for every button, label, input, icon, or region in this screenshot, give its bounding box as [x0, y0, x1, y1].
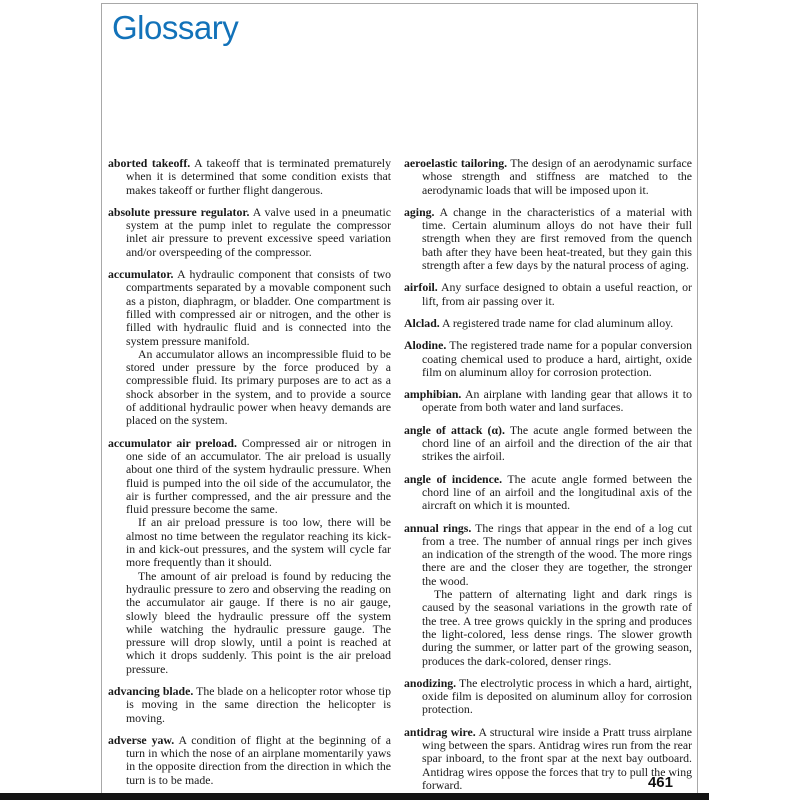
glossary-entry [404, 473, 692, 513]
glossary-entry [404, 281, 692, 308]
glossary-term: Alclad. [404, 315, 440, 330]
glossary-term: angle of incidence. [404, 471, 503, 486]
entry-definition: accumulator. A hydraulic component that consists of two compartments separated by a movable component such as a piston, diaphragm, or bladder. One compartment is filled with compressed air or nitrogen, and the other is filled with hydraulic fluid and is connected into the system pressure manifold. [108, 267, 391, 348]
glossary-entry [404, 339, 692, 379]
glossary-term: amphibian. [404, 387, 462, 402]
entry-definition: airfoil. Any surface designed to obtain a useful reaction, or lift, from air passing over it. [404, 280, 692, 308]
glossary-entry [404, 206, 692, 272]
glossary-term: Alodine. [404, 338, 447, 353]
glossary-entry [108, 206, 391, 259]
glossary-term: airfoil. [404, 280, 438, 295]
glossary-term: angle of attack (α). [404, 422, 505, 437]
glossary-term: accumulator air preload. [108, 435, 237, 450]
glossary-term: antidrag wire. [404, 724, 476, 739]
glossary-entry [108, 685, 391, 725]
glossary-entry [404, 677, 692, 717]
entry-definition: absolute pressure regulator. A valve used in a pneumatic system at the pump inlet to regulate the compressor inlet air pressure to prevent excessive speed variation and/or overspeeding of the compressor. [108, 204, 391, 259]
entry-definition: antidrag wire. A structural wire inside a Pratt truss airplane wing between the spars. Antidrag wires run from the rear spar inboard, to the front spar at the next bay outboard. Antidrag wires oppose the forces that try to pull the wing forward. [404, 724, 692, 792]
glossary-entry [108, 268, 391, 428]
glossary-entry [108, 437, 391, 676]
glossary-term: absolute pressure regulator. [108, 204, 250, 219]
glossary-term: annual rings. [404, 520, 472, 535]
entry-paragraph: An accumulator allows an incompressible fluid to be stored under pressure by the force produced by a compressible fluid. Its primary purposes are to act as a shock absorber in the system, and to provide a source of additional hydraulic power when heavy demands are placed on the system. [126, 346, 391, 428]
entry-definition: advancing blade. The blade on a helicopter rotor whose tip is moving in the same direction the helicopter is moving. [108, 683, 391, 725]
glossary-content [108, 157, 692, 800]
glossary-entry [108, 157, 391, 197]
entry-definition: Alclad. A registered trade name for clad aluminum alloy. [404, 315, 674, 330]
entry-paragraph: The amount of air preload is found by reducing the hydraulic pressure to zero and observing the reading on the accumulator air gauge. If there is no air gauge, slowly bleed the hydraulic pressure off the system while watching the hydraulic pressure gauge. The pressure will drop slowly, until a point is reached at which it drops suddenly. This point is the air preload pressure. [126, 568, 391, 676]
glossary-entry [404, 388, 692, 415]
entry-definition: aging. A change in the characteristics of a material with time. Certain aluminum alloys do not have their full strength when they are first removed from the quench bath after they have been heat-treated, but they gain this strength after a few days by the natural process of aging. [404, 204, 692, 273]
glossary-entry [404, 522, 692, 668]
entry-definition: annual rings. The rings that appear in the end of a log cut from a tree. The number of annual rings per inch gives an indication of the strength of the wood. The more rings there are and the closer they are together, the stronger the wood. [404, 520, 692, 588]
entry-definition: aborted takeoff. A takeoff that is terminated prematurely when it is determined that some condition exists that makes takeoff or further flight dangerous. [108, 156, 391, 197]
entry-paragraph: If an air preload pressure is too low, there will be almost no time between the regulator reaching its kick-in and kick-out pressures, and the system will cycle far more frequently than it should. [126, 515, 391, 570]
glossary-column-left [108, 157, 391, 800]
glossary-term: advancing blade. [108, 683, 194, 698]
glossary-term: aging. [404, 204, 435, 219]
glossary-entry [404, 424, 692, 464]
glossary-term: adverse yaw. [108, 732, 175, 747]
glossary-entry [108, 734, 391, 787]
glossary-term: aeroelastic tailoring. [404, 156, 508, 170]
entry-definition: adverse yaw. A condition of flight at the beginning of a turn in which the nose of an airplane momentarily yaws in the opposite direction from the direction in which the turn is to be made. [108, 732, 391, 787]
page-title: Glossary [112, 9, 239, 46]
entry-definition: angle of incidence. The acute angle formed between the chord line of an airfoil and the longitudinal axis of the aircraft on which it is mounted. [404, 471, 692, 513]
book-page [101, 3, 698, 796]
entry-definition: aeroelastic tailoring. The design of an aerodynamic surface whose strength and stiffness are matched to the aerodynamic loads that will be imposed upon it. [404, 156, 693, 197]
entry-definition: angle of attack (α). The acute angle formed between the chord line of an airfoil and the direction of the air that strikes the airfoil. [404, 422, 692, 464]
entry-definition: anodizing. The electrolytic process in which a hard, airtight, oxide film is deposited on aluminum alloy for corrosion protection. [404, 675, 692, 717]
glossary-entry [404, 157, 692, 197]
glossary-column-right [404, 157, 692, 800]
glossary-term: anodizing. [404, 675, 457, 690]
glossary-entry [404, 317, 692, 330]
entry-definition: Alodine. The registered trade name for a popular conversion coating chemical used to produce a hard, airtight, oxide film on aluminum alloy for corrosion protection. [404, 338, 692, 379]
page-number: 461 [647, 774, 673, 791]
glossary-term: accumulator. [108, 267, 174, 282]
entry-definition: accumulator air preload. Compressed air or nitrogen in one side of an accumulator. The air preload is usually about one third of the system hydraulic pressure. When fluid is pumped into the oil side of the accumulator, the air is further compressed, and the air pressure and the fluid pressure become the same. [108, 435, 391, 517]
scan-edge-bar [0, 793, 709, 800]
entry-paragraph: The pattern of alternating light and dark rings is caused by the seasonal variations in the growth rate of the tree. A tree grows quickly in the spring and produces the light-colored, less dense rings. The slower growth during the summer, or latter part of the growing season, produces the dark-colored, denser rings. [422, 587, 692, 668]
entry-definition: amphibian. An airplane with landing gear that allows it to operate from both water and land surfaces. [404, 387, 692, 415]
glossary-term: aborted takeoff. [108, 156, 191, 170]
